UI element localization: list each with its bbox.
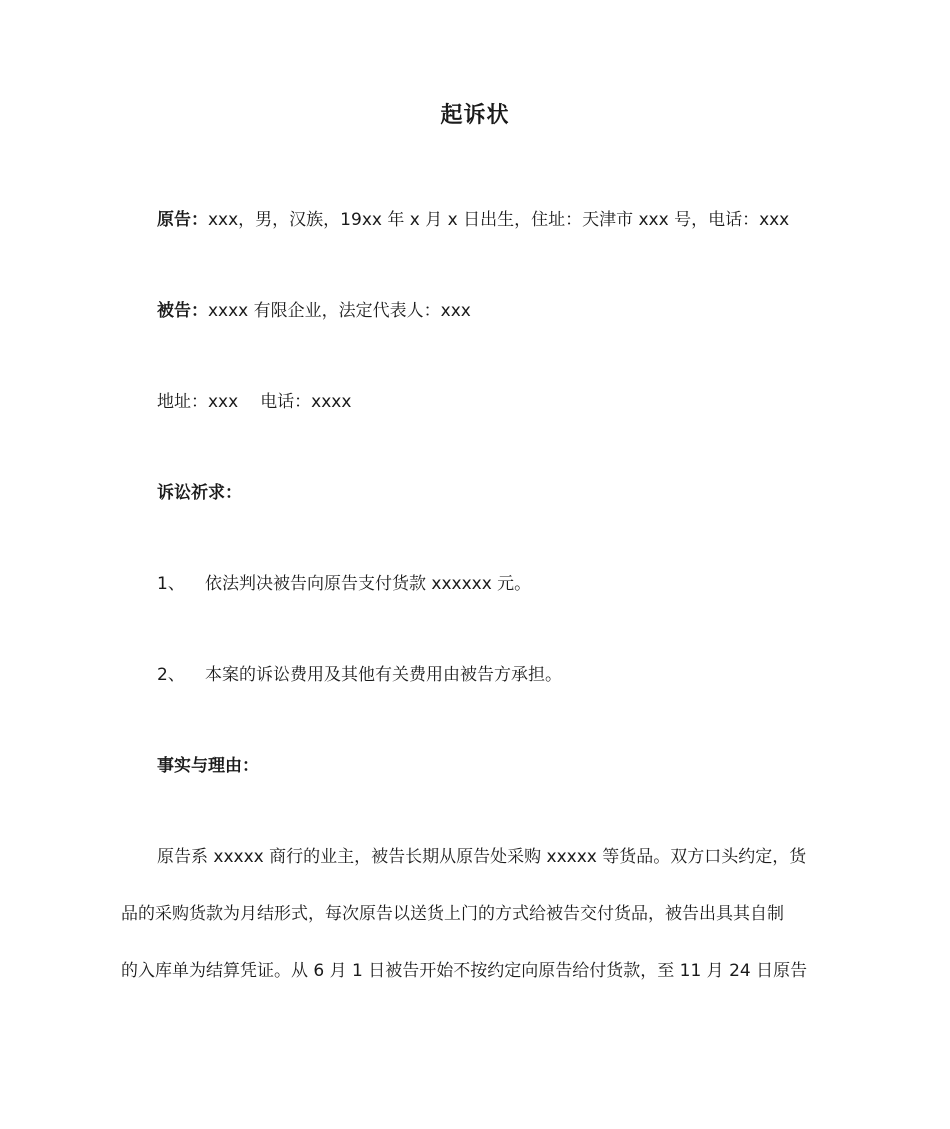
facts-line: 品的采购货款为月结形式，每次原告以送货上门的方式给被告交付货品，被告出具其自制 xyxy=(121,904,784,924)
defendant-label: 被告： xyxy=(157,301,208,321)
defendant-text: xxxx 有限企业，法定代表人：xxx xyxy=(208,301,471,321)
plaintiff-label: 原告： xyxy=(157,210,208,230)
defendant-contact-line xyxy=(157,390,351,414)
claim-item xyxy=(157,572,531,596)
claim-number: 2、 xyxy=(157,665,185,685)
plaintiff-line xyxy=(157,208,789,232)
claim-item xyxy=(157,663,562,687)
claim-text: 本案的诉讼费用及其他有关费用由被告方承担。 xyxy=(205,665,562,685)
document-title: 起诉状 xyxy=(440,103,510,128)
claims-heading: 诉讼祈求： xyxy=(157,483,242,503)
plaintiff-text: xxx，男，汉族，19xx 年 x 月 x 日出生，住址：天津市 xxx 号，电话：xxx xyxy=(208,210,790,230)
facts-heading: 事实与理由： xyxy=(157,756,259,776)
defendant-phone: 电话：xxxx xyxy=(260,392,352,412)
claim-number: 1、 xyxy=(157,574,185,594)
defendant-address: 地址：xxx xyxy=(157,392,239,412)
facts-line: 的入库单为结算凭证。从 6 月 1 日被告开始不按约定向原告给付货款，至 11 月 24 日原告 xyxy=(121,961,808,981)
defendant-line xyxy=(157,299,471,323)
claim-text: 依法判决被告向原告支付货款 xxxxxx 元。 xyxy=(205,574,532,594)
facts-line: 原告系 xxxxx 商行的业主，被告长期从原告处采购 xxxxx 等货品。双方口头约定，货 xyxy=(157,847,807,867)
